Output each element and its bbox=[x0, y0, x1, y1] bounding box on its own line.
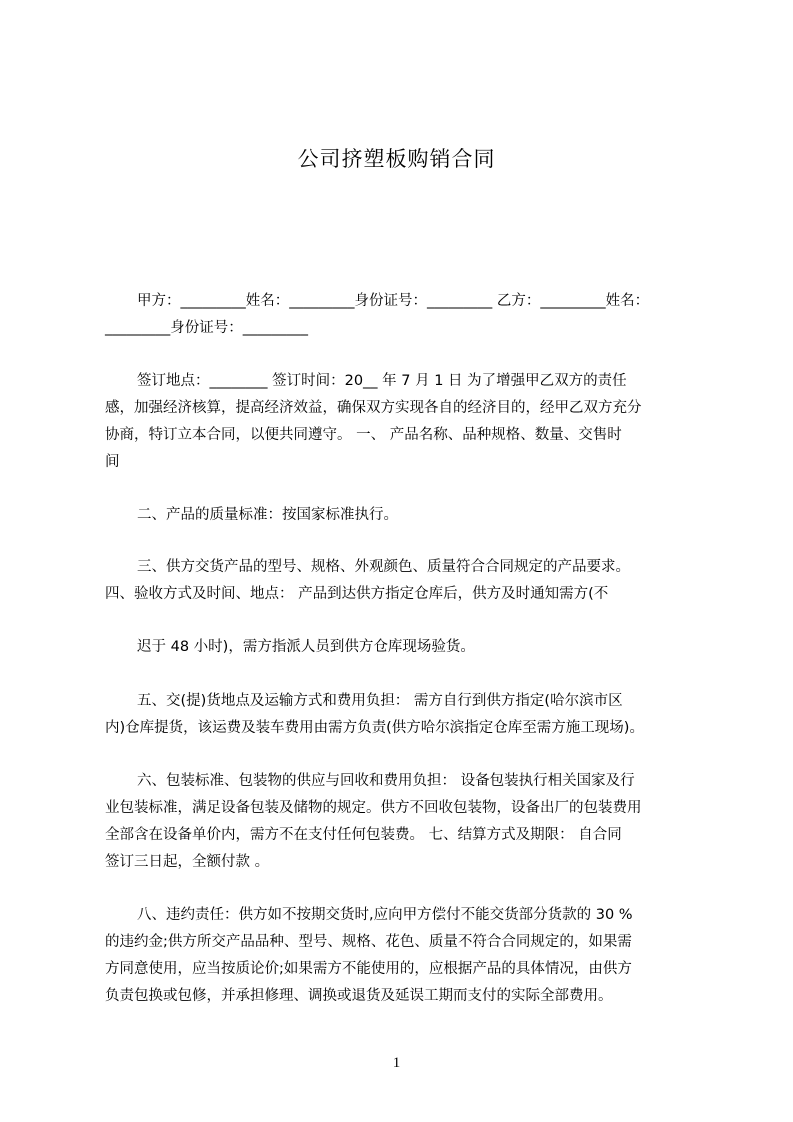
paragraph-line: 签订三日起，全额付款 。 bbox=[105, 854, 270, 870]
paragraph-line: 协商，特订立本合同，以便共同遵守。 一、 产品名称、品种规格、数量、交售时 bbox=[105, 427, 622, 443]
paragraph-line: 间 bbox=[105, 454, 120, 470]
paragraph-line: 五、交(提)货地点及运输方式和费用负担： 需方自行到供方指定(哈尔滨市区 bbox=[137, 693, 623, 709]
paragraph-line: 六、包装标准、包装物的供应与回收和费用负担： 设备包装执行相关国家及行 bbox=[137, 773, 635, 789]
paragraph-line: 八、违约责任：供方如不按期交货时,应向甲方偿付不能交货部分货款的 30 % bbox=[137, 907, 633, 923]
paragraph-line: 甲方：_________姓名：_________身份证号：_________ 乙方：_________姓名： bbox=[137, 293, 650, 309]
paragraph-line: 业包装标准，满足设备包装及储物的规定。供方不回收包装物，设备出厂的包装费用 bbox=[105, 800, 642, 816]
paragraph-line: 二、产品的质量标准：按国家标准执行。 bbox=[137, 507, 398, 523]
paragraph-line: 三、供方交货产品的型号、规格、外观颜色、质量符合合同规定的产品要求。 bbox=[137, 559, 630, 575]
paragraph-line: 的违约金;供方所交产品品种、型号、规格、花色、质量不符合合同规定的，如果需 bbox=[105, 934, 632, 950]
document-title: 公司挤塑板购销合同 bbox=[297, 147, 496, 171]
page-number: 1 bbox=[392, 1055, 401, 1071]
paragraph-line: _________身份证号：_________ bbox=[105, 320, 308, 336]
paragraph-line: 迟于 48 小时)，需方指派人员到供方仓库现场验货。 bbox=[137, 639, 475, 655]
paragraph-line: 负责包换或包修，并承担修理、调换或退货及延误工期而支付的实际全部费用。 bbox=[105, 988, 613, 1004]
paragraph-line: 方同意使用，应当按质论价;如果需方不能使用的，应根据产品的具体情况，由供方 bbox=[105, 961, 632, 977]
paragraph-line: 全部含在设备单价内，需方不在支付任何包装费。 七、结算方式及期限： 自合同 bbox=[105, 827, 622, 843]
paragraph-line: 四、验收方式及时间、地点： 产品到达供方指定仓库后，供方及时通知需方(不 bbox=[105, 586, 609, 602]
paragraph-line: 签订地点：________ 签订时间：20__ 年 7 月 1 日 为了增强甲乙双方的责任 bbox=[137, 373, 627, 389]
paragraph-line: 内)仓库提货，该运费及装车费用由需方负责(供方哈尔滨指定仓库至需方施工现场)。 bbox=[105, 720, 644, 736]
paragraph-line: 感，加强经济核算，提高经济效益，确保双方实现各自的经济目的，经甲乙双方充分 bbox=[105, 400, 642, 416]
